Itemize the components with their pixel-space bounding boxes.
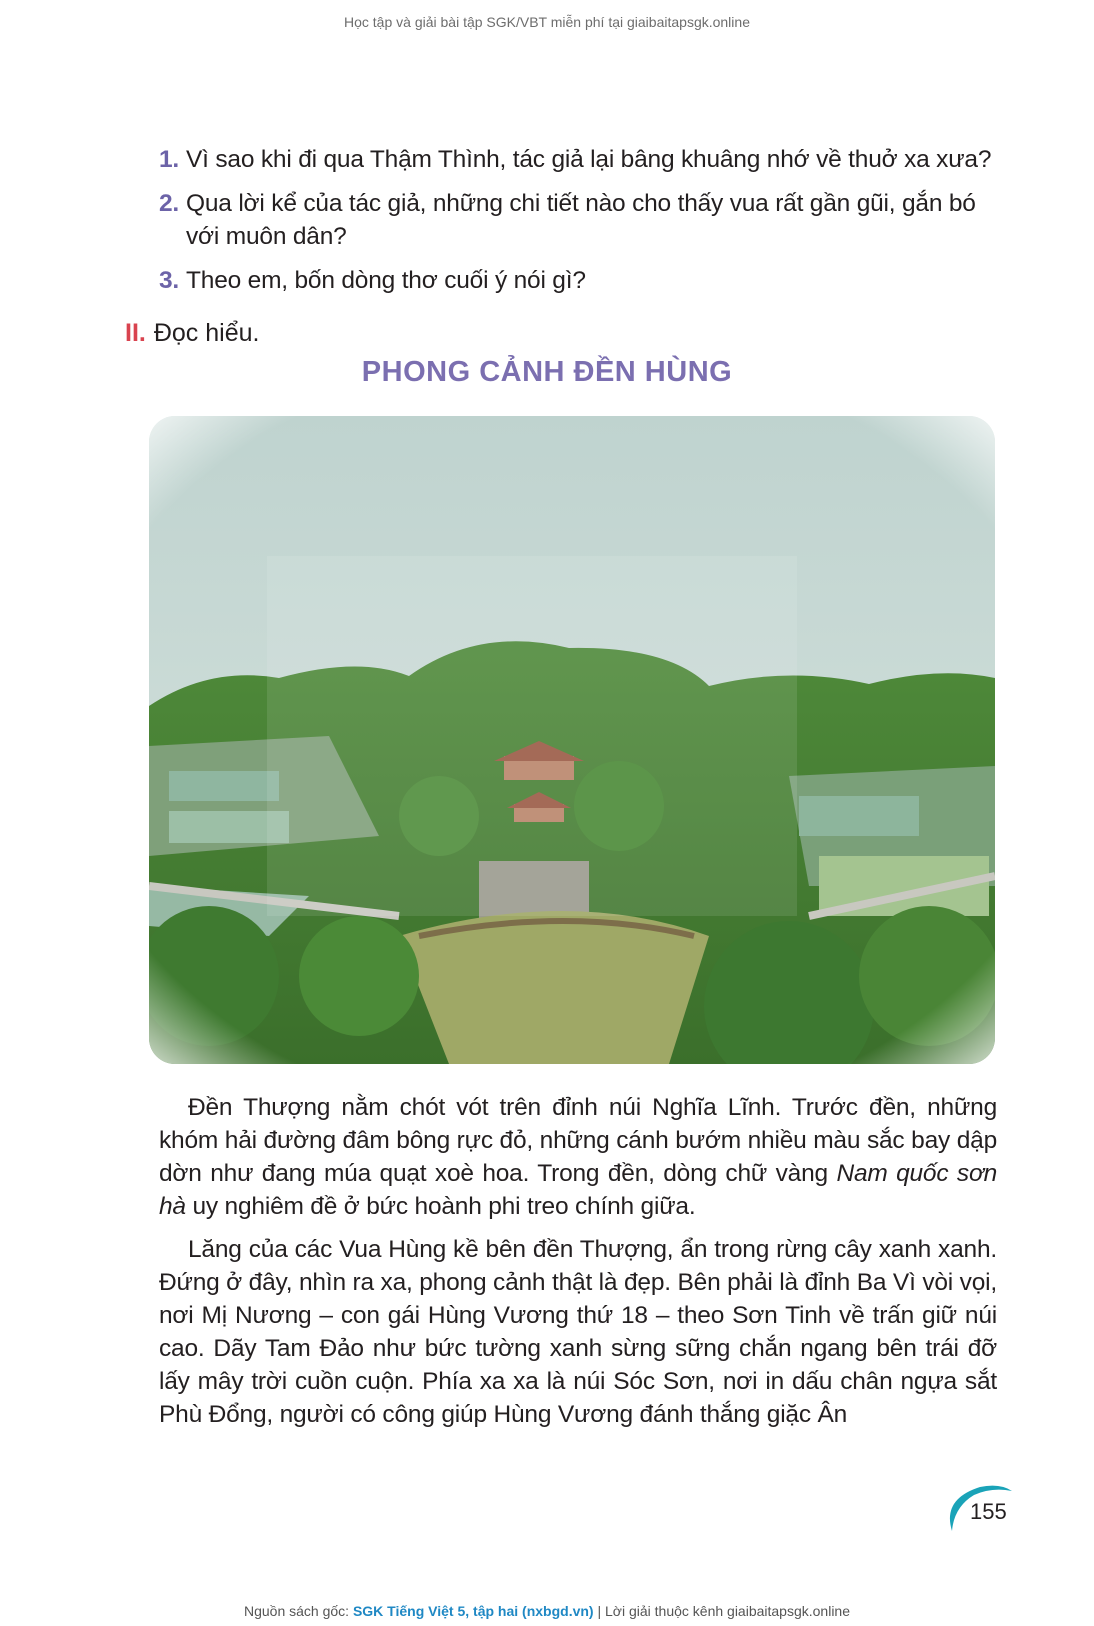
reading-title: PHONG CẢNH ĐỀN HÙNG	[361, 356, 733, 388]
question-number: 2.	[159, 190, 180, 217]
paragraph	[159, 1091, 997, 1223]
reading-body	[159, 1091, 997, 1441]
top-credit: Học tập và giải bài tập SGK/VBT miễn phí tại giaibaitapsgk.online	[344, 14, 750, 30]
footer-credit	[0, 1603, 1094, 1619]
page-number: 155	[970, 1499, 1007, 1524]
italic-title: Nam quốc sơn hà	[159, 1160, 997, 1220]
question-number: 1.	[159, 146, 180, 173]
question-number: 3.	[159, 267, 180, 294]
source-link[interactable]: SGK Tiếng Việt 5, tập hai (nxbgd.vn)	[352, 1603, 594, 1619]
question-list	[159, 143, 1004, 308]
section-heading	[125, 319, 259, 348]
footer-suffix: | Lời giải thuộc kênh giaibaitapsgk.online	[593, 1603, 851, 1619]
question-item	[159, 187, 1004, 253]
page-number-badge	[940, 1479, 1020, 1537]
paragraph-text: uy nghiêm đề ở bức hoành phi treo chính giữa.	[185, 1193, 696, 1220]
question-text: Qua lời kể của tác giả, những chi tiết nào cho thấy vua rất gần gũi, gắn bó với muôn dân?	[186, 190, 976, 250]
footer-prefix: Nguồn sách gốc:	[243, 1603, 353, 1619]
question-item	[159, 264, 1004, 297]
paragraph: Lăng của các Vua Hùng kề bên đền Thượng, ẩn trong rừng cây xanh xanh. Đứng ở đây, nhìn ra xa, phong cảnh thật là đẹp. Bên phải là đỉnh Ba Vì vòi vọi, nơi Mị Nương – con gái Hùng Vương thứ 18 – theo Sơn Tinh về trấn giữ núi cao. Dãy Tam Đảo như bức tường xanh sừng sững chắn ngang bên trái đỡ lấy mây trời cuồn cuộn. Phía xa xa là núi Sóc Sơn, nơi in dấu chân ngựa sắt Phù Đổng, người có công giúp Hùng Vương đánh thắng giặc Ân	[159, 1236, 997, 1428]
question-text: Theo em, bốn dòng thơ cuối ý nói gì?	[186, 267, 586, 294]
paragraph-text: Đền Thượng nằm chót vót trên đỉnh núi Nghĩa Lĩnh. Trước đền, những khóm hải đường đâm bông rực đỏ, những cánh bướm nhiều màu sắc bay dập dờn như đang múa quạt xoè hoa. Trong đền, dòng chữ vàng	[159, 1094, 997, 1187]
question-item	[159, 143, 1004, 176]
section-numeral: II.	[125, 319, 146, 347]
section-label: Đọc hiểu.	[153, 319, 260, 347]
question-text: Vì sao khi đi qua Thậm Thình, tác giả lại bâng khuâng nhớ về thuở xa xưa?	[186, 146, 992, 173]
temple-photo	[149, 416, 995, 1064]
